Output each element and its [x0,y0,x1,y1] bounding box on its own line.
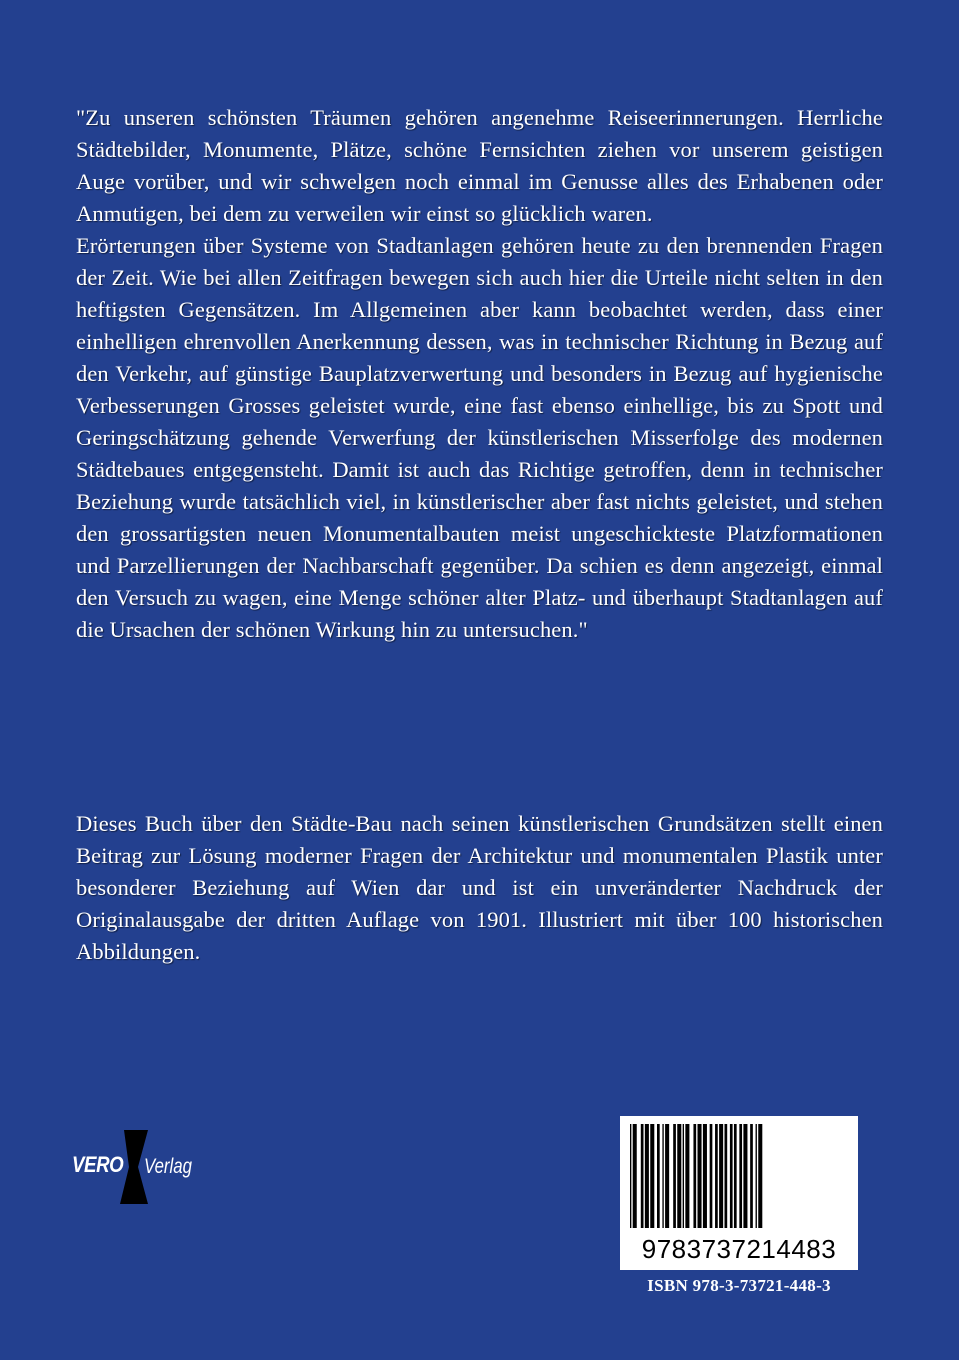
barcode-bar [641,1124,644,1228]
book-description [76,808,883,968]
barcode-bar [698,1124,702,1228]
barcode-bar [750,1124,753,1228]
barcode-bar [657,1124,660,1228]
barcode-bar [710,1124,713,1228]
logo-wordmark-verlag: Verlag [144,1155,192,1178]
barcode-bar [645,1124,649,1228]
description-paragraph: Dieses Buch über den Städte-Bau nach seinen künstlerischen Grundsätzen stellt einen Beitrag zur Lösung moderner Fragen der Architektur und monumentalen Plastik unter besonderer Beziehung auf Wien dar und ist ein unveränderter Nachdruck der Originalausgabe der dritten Auflage von 1901. Illustriert mit über 100 historischen Abbildungen. [76,811,883,964]
barcode-bar [725,1124,728,1228]
barcode-bar [633,1124,637,1228]
barcode-icon [628,1124,850,1232]
barcode-bar [665,1124,669,1228]
barcode-panel [620,1116,858,1270]
barcode-bar [685,1124,689,1228]
barcode-bar [703,1124,707,1228]
barcode-bar [719,1124,723,1228]
isbn-label: ISBN 978-3-73721-448-3 [647,1276,831,1295]
barcode-bar [677,1124,681,1228]
quote-paragraph-2: Erörterungen über Systeme von Stadtanlagen gehören heute zu den brennenden Fragen der Zeit. Wie bei allen Zeitfragen bewegen sich auch hier die Urteile nicht selten in den heftigsten Gegensätzen. Im Allgemeinen aber kann beobachtet werden, dass einer einhelligen ehrenvollen Anerkennung dessen, was in technischer Richtung in Bezug auf den Verkehr, auf günstige Bauplatzverwertung und besonders in Bezug auf hygienische Verbesserungen Grosses geleistet wurde, eine fast ebenso einhellige, bis zu Spott und Geringschätzung gehende Verwerfung der künstlerischen Misserfolge des modernen Städtebaues entgegensteht. Damit ist auch das Richtige getroffen, denn in technischer Beziehung wurde tatsächlich viel, in künstlerischer aber fast nichts geleistet, und stehen den grossartigsten neuen Monumentalbauten meist ungeschickteste Platzformationen und Parzellierungen der Nachbarschaft gegenüber. Da schien es denn angezeigt, einmal den Versuch zu wagen, eine Menge schöner alter Platz- und überhaupt Stadtanlagen auf die Ursachen der schönen Wirkung hin zu untersuchen." [76,233,883,642]
logo-wordmark-vero: VERO [72,1152,124,1177]
barcode-number: 9783737214483 [641,1234,837,1264]
barcode-bar [734,1124,737,1228]
barcode-bar [693,1124,696,1228]
barcode-bar [683,1124,684,1228]
barcode-bar [758,1124,762,1228]
publisher-logo [72,1130,202,1205]
barcode-bar [756,1124,757,1228]
barcode-bar [673,1124,676,1228]
barcode-bar [650,1124,654,1228]
barcode-bar [739,1124,742,1228]
barcode-bar [662,1124,663,1228]
barcode-bar [715,1124,718,1228]
barcode-bar [630,1124,631,1228]
barcode-bar [743,1124,747,1228]
barcode-bar [730,1124,733,1228]
blurb-quote [76,102,883,646]
quote-paragraph-1: "Zu unseren schönsten Träumen gehören angenehme Reiseerinnerungen. Herrliche Städtebilder, Monumente, Plätze, schöne Fernsichten ziehen vor unserem geistigen Auge vorüber, und wir schwelgen noch einmal im Genusse alles des Erhabenen oder Anmutigen, bei dem zu verweilen wir einst so glücklich waren. [76,105,883,226]
